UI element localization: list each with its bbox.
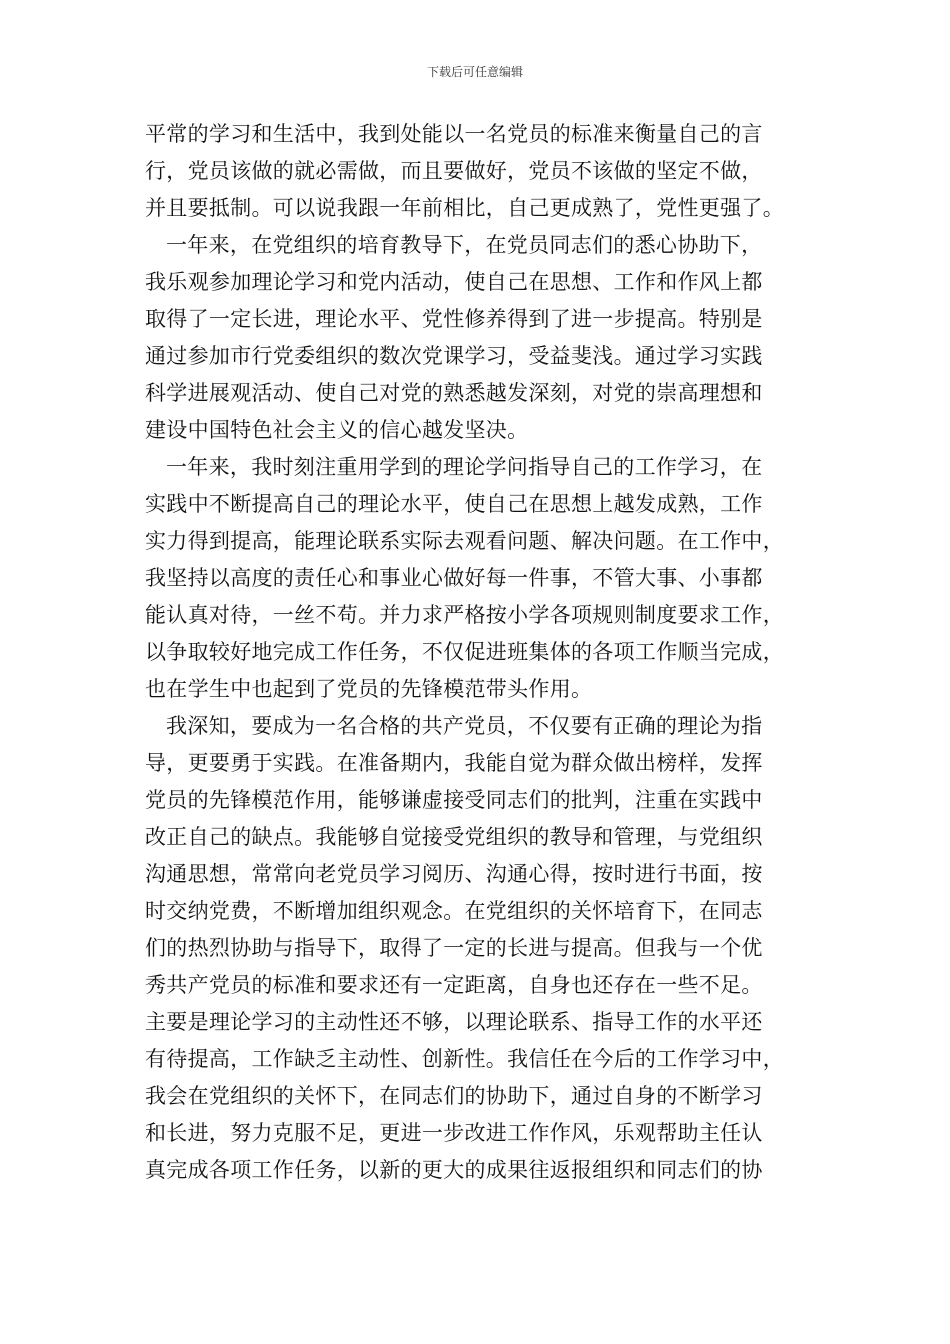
text-line: 一年来，我时刻注重用学到的理论学问指导自己的工作学习，在 [166, 455, 763, 479]
text-line: 我乐观参加理论学习和党内活动，使自己在思想、工作和作风上都 [145, 270, 763, 294]
paragraph [145, 449, 825, 708]
text-line: 行，党员该做的就必需做，而且要做好，党员不该做的坚定不做， [145, 159, 763, 183]
text-line: 并且要抵制。可以说我跟一年前相比，自己更成熟了，党性更强了。 [145, 196, 784, 220]
text-line: 们的热烈协助与指导下，取得了一定的长进与提高。但我与一个优 [145, 936, 763, 960]
document-body [145, 116, 825, 1189]
text-line: 沟通思想，常常向老党员学习阅历、沟通心得，按时进行书面，按 [145, 862, 763, 886]
text-line: 实践中不断提高自己的理论水平，使自己在思想上越发成熟，工作 [145, 492, 763, 516]
text-line: 通过参加市行党委组织的数次党课学习，受益斐浅。通过学习实践 [145, 344, 763, 368]
text-line: 取得了一定长进，理论水平、党性修养得到了进一步提高。特别是 [145, 307, 763, 331]
text-line: 一年来，在党组织的培育教导下，在党员同志们的悉心协助下， [166, 233, 763, 257]
text-line: 我坚持以高度的责任心和事业心做好每一件事，不管大事、小事都 [145, 566, 763, 590]
text-line: 真完成各项工作任务，以新的更大的成果往返报组织和同志们的协 [145, 1158, 763, 1182]
text-line: 以争取较好地完成工作任务，不仅促进班集体的各项工作顺当完成， [145, 640, 784, 664]
page-header: 下载后可任意编辑 [426, 65, 523, 79]
text-line: 和长进，努力克服不足，更进一步改进工作作风，乐观帮助主任认 [145, 1121, 763, 1145]
text-line: 平常的学习和生活中，我到处能以一名党员的标准来衡量自己的言 [145, 122, 763, 146]
text-line: 改正自己的缺点。我能够自觉接受党组织的教导和管理，与党组织 [145, 825, 763, 849]
text-line: 时交纳党费，不断增加组织观念。在党组织的关怀培育下，在同志 [145, 899, 763, 923]
text-line: 秀共产党员的标准和要求还有一定距离，自身也还存在一些不足。 [145, 973, 763, 997]
paragraph [145, 227, 825, 449]
text-line: 有待提高，工作缺乏主动性、创新性。我信任在今后的工作学习中， [145, 1047, 784, 1071]
text-line: 建设中国特色社会主义的信心越发坚决。 [145, 418, 529, 442]
text-line: 主要是理论学习的主动性还不够，以理论联系、指导工作的水平还 [145, 1010, 763, 1034]
text-line: 我会在党组织的关怀下，在同志们的协助下，通过自身的不断学习 [145, 1084, 763, 1108]
text-line: 也在学生中也起到了党员的先锋模范带头作用。 [145, 677, 593, 701]
text-line: 实力得到提高，能理论联系实际去观看问题、解决问题。在工作中， [145, 529, 784, 553]
text-line: 我深知，要成为一名合格的共产党员，不仅要有正确的理论为指 [166, 714, 763, 738]
text-line: 科学进展观活动、使自己对党的熟悉越发深刻，对党的崇高理想和 [145, 381, 763, 405]
paragraph [145, 708, 825, 1189]
paragraph [145, 116, 825, 227]
text-line: 党员的先锋模范作用，能够谦虚接受同志们的批判，注重在实践中 [145, 788, 763, 812]
text-line: 能认真对待，一丝不苟。并力求严格按小学各项规则制度要求工作， [145, 603, 784, 627]
text-line: 导，更要勇于实践。在准备期内，我能自觉为群众做出榜样，发挥 [145, 751, 763, 775]
